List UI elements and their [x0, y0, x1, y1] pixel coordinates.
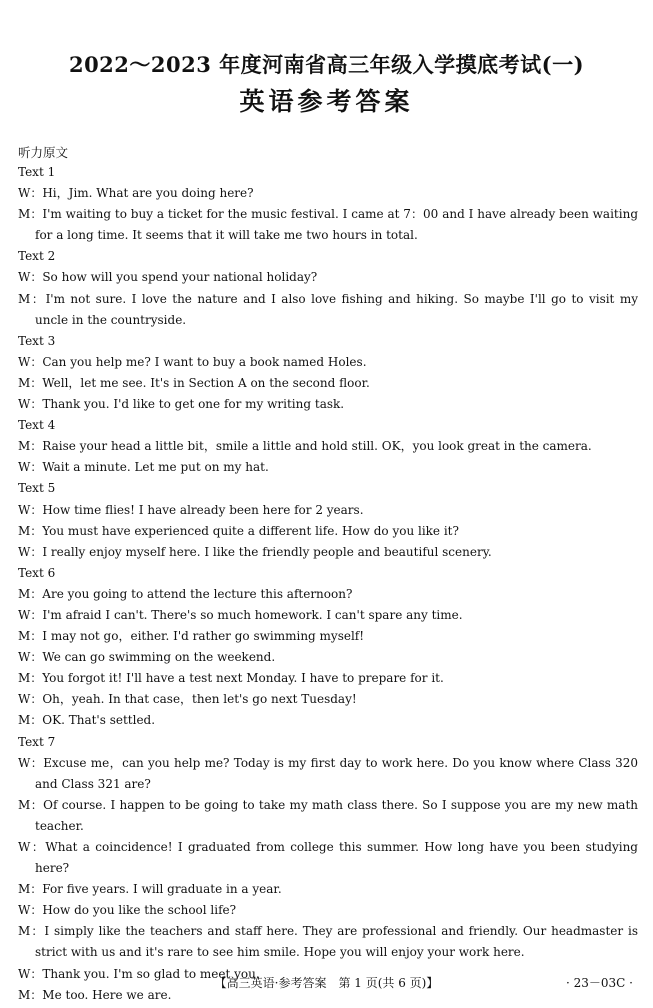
text-label: Text 2: [18, 249, 56, 264]
dialogue-line: W：What a coincidence! I graduated from college this summer. How long have you been studying here?: [18, 840, 638, 876]
dialogue-line: W：Wait a minute. Let me put on my hat.: [18, 460, 269, 475]
dialogue-line: W：How time flies! I have already been here for 2 years.: [18, 502, 364, 517]
footer-code: · 23－03C ·: [566, 976, 633, 990]
transcript-body: [18, 162, 638, 1006]
dialogue-line: M：Me too. Here we are.: [18, 987, 172, 1002]
dialogue-line: M：Are you going to attend the lecture this afternoon?: [18, 586, 353, 601]
dialogue-line: M：I'm not sure. I love the nature and I also love fishing and hiking. So maybe I'll go to visit my uncle in the countryside.: [18, 291, 638, 327]
text-label: Text 5: [18, 481, 56, 496]
text-label: Text 4: [18, 418, 56, 433]
page-footer: [0, 973, 653, 993]
dialogue-line: W：I'm afraid I can't. There's so much homework. I can't spare any time.: [18, 607, 463, 622]
dialogue-line: M：I simply like the teachers and staff here. They are professional and friendly. Our headmaster is strict with us and it's rare to see him smile. Hope you will enjoy your work here.: [18, 924, 638, 960]
dialogue-line: W：We can go swimming on the weekend.: [18, 650, 276, 665]
dialogue-line: W：So how will you spend your national holiday?: [18, 270, 318, 285]
dialogue-line: W：Thank you. I'd like to get one for my writing task.: [18, 397, 345, 412]
dialogue-line: W：Oh，yeah. In that case，then let's go next Tuesday!: [18, 692, 357, 707]
footer-page-info: 【高三英语·参考答案 第 1 页(共 6 页)】: [214, 976, 439, 990]
text-label: Text 1: [18, 165, 56, 179]
dialogue-line: M：For five years. I will graduate in a year.: [18, 882, 282, 897]
dialogue-line: W：Thank you. I'm so glad to meet you.: [18, 966, 260, 981]
dialogue-line: M：Well，let me see. It's in Section A on the second floor.: [18, 375, 370, 390]
dialogue-line: W：I really enjoy myself here. I like the friendly people and beautiful scenery.: [18, 544, 492, 559]
dialogue-line: M：Raise your head a little bit，smile a little and hold still. OK，you look great in the camera.: [18, 439, 592, 454]
section-heading: 听力原文: [18, 145, 69, 160]
dialogue-line: M：Of course. I happen to be going to take my math class there. So I suppose you are my new math teacher.: [18, 797, 638, 833]
text-label: Text 7: [18, 734, 56, 749]
dialogue-line: M：You must have experienced quite a different life. How do you like it?: [18, 523, 459, 538]
dialogue-line: M：OK. That's settled.: [18, 713, 156, 728]
document-title: 2022～2023 年度河南省高三年级入学摸底考试(一): [68, 52, 585, 77]
dialogue-line: M：I'm waiting to buy a ticket for the music festival. I came at 7：00 and I have already been waiting for a long time. It seems that it will take me two hours in total.: [18, 207, 638, 243]
dialogue-line: M：I may not go，either. I'd rather go swimming myself!: [18, 629, 365, 644]
dialogue-line: W：How do you like the school life?: [18, 903, 237, 918]
dialogue-line: M：You forgot it! I'll have a test next Monday. I have to prepare for it.: [18, 671, 444, 686]
text-label: Text 3: [18, 333, 56, 348]
dialogue-line: W：Excuse me，can you help me? Today is my first day to work here. Do you know where Class 320 and Class 321 are?: [18, 755, 638, 791]
dialogue-line: W：Hi，Jim. What are you doing here?: [18, 186, 254, 201]
text-label: Text 6: [18, 565, 56, 580]
dialogue-line: W：Can you help me? I want to buy a book named Holes.: [18, 354, 367, 369]
document-subtitle: 英语参考答案: [239, 87, 414, 116]
